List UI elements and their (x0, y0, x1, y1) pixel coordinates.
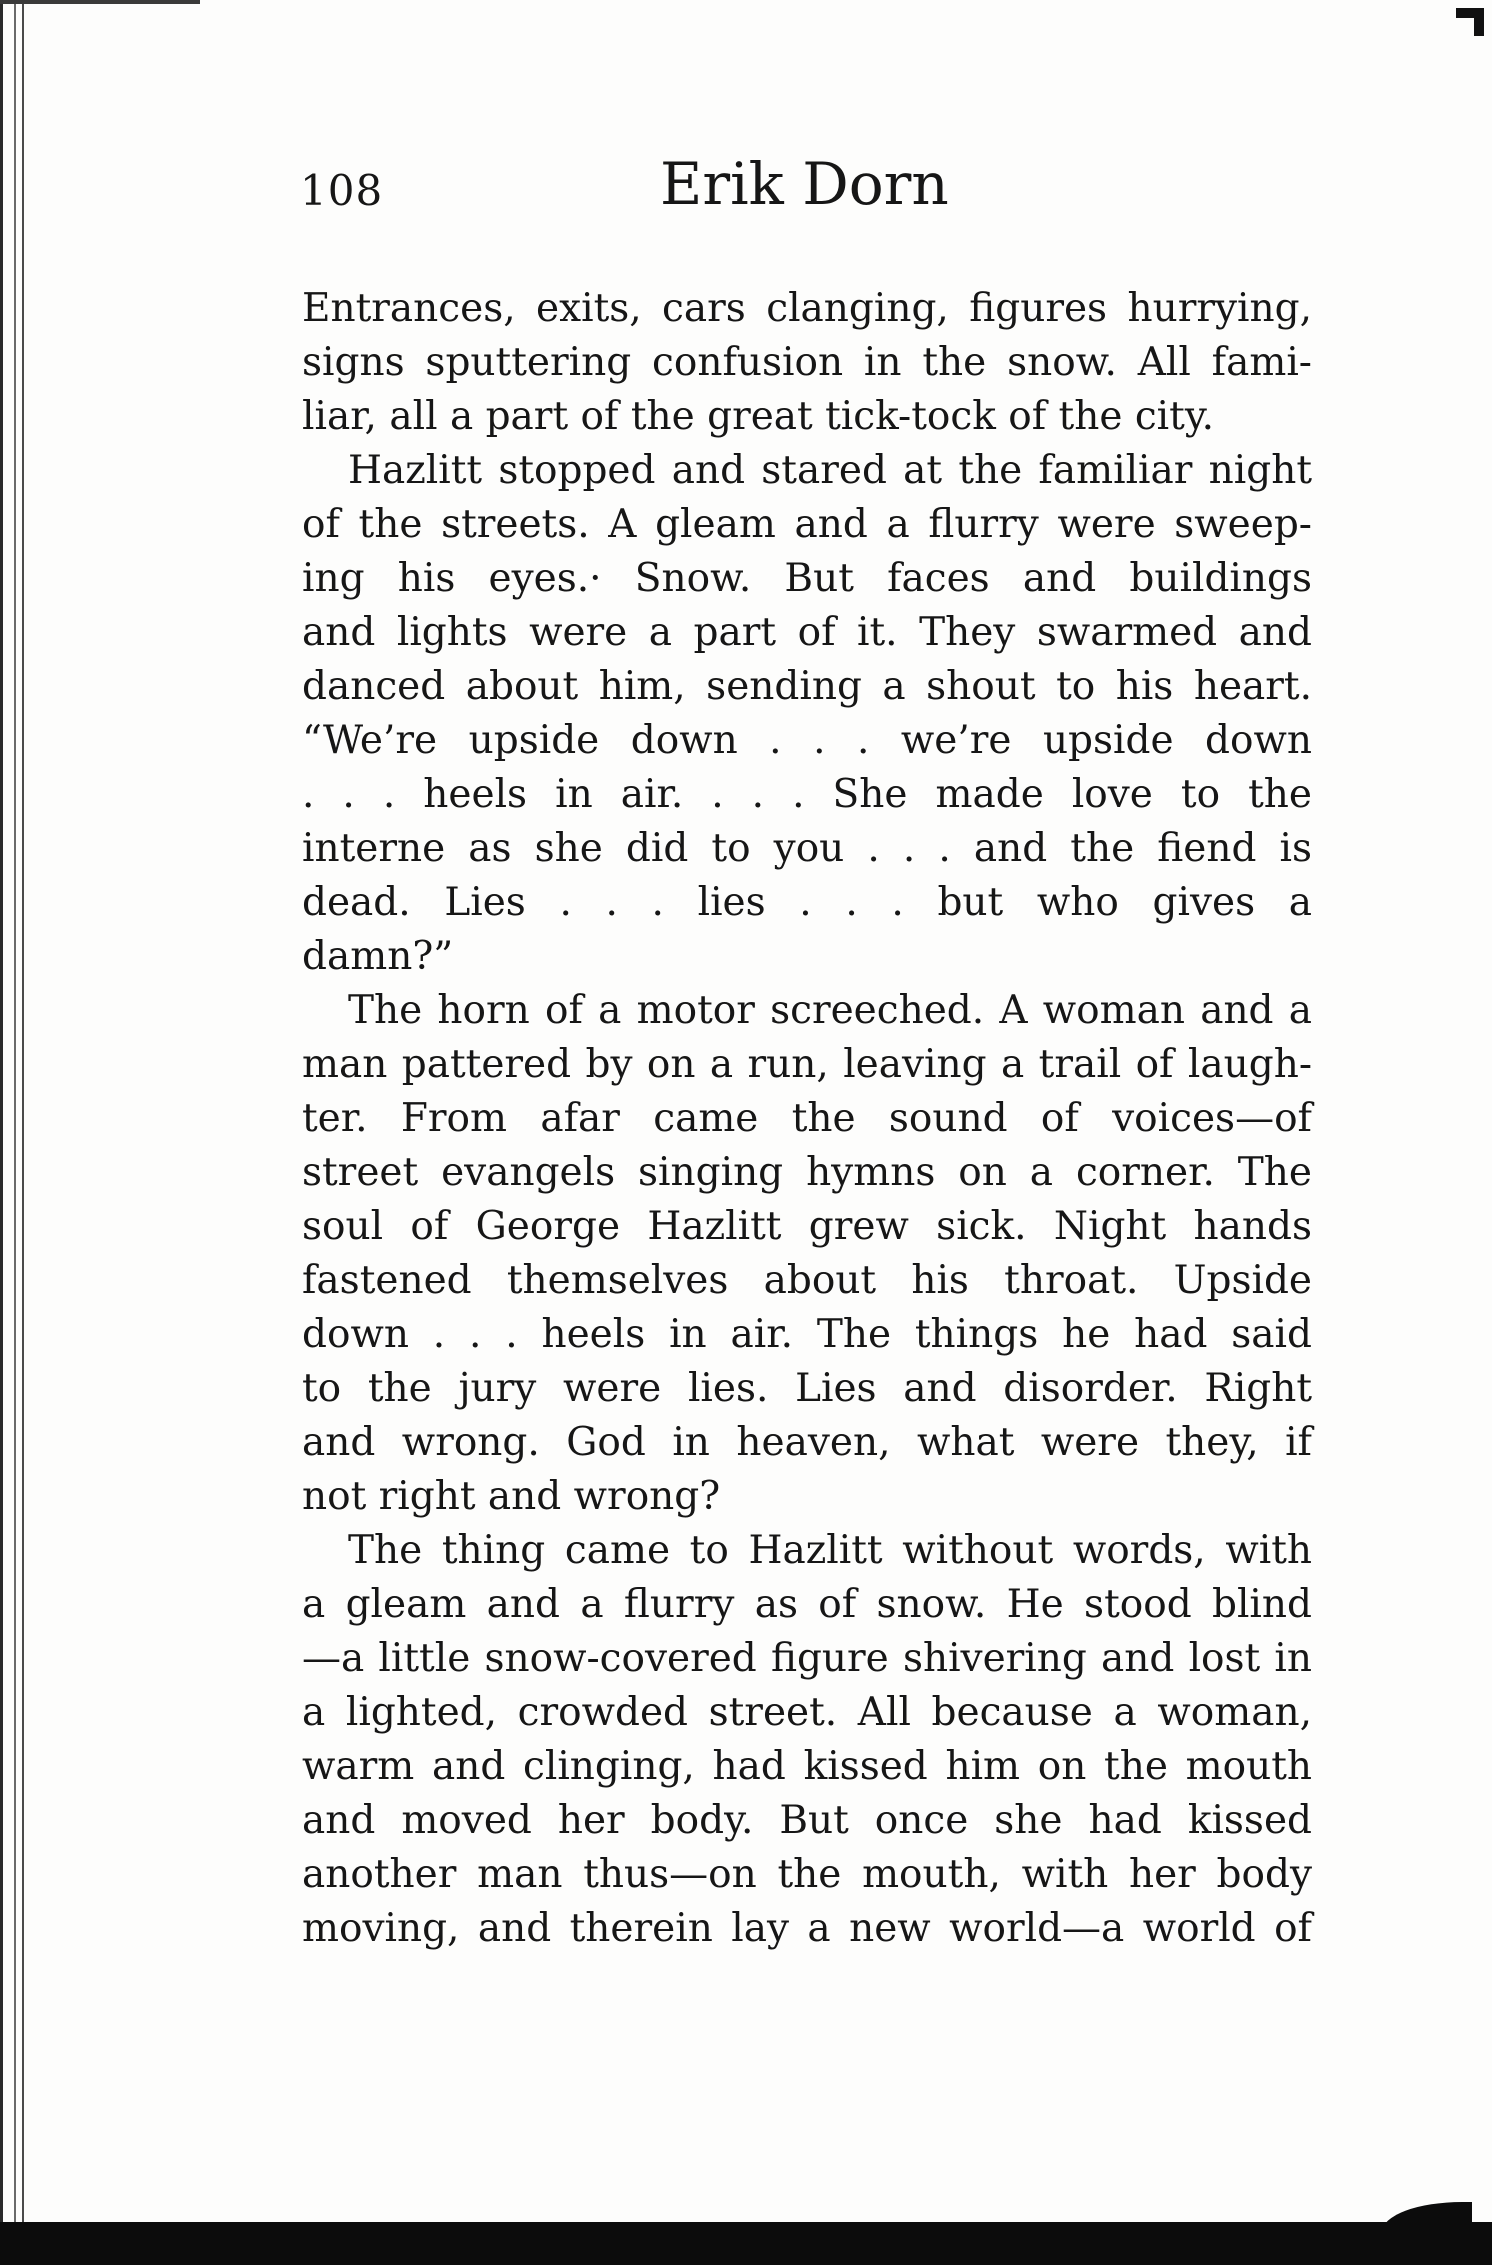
text-line: The horn of a motor screeched. A woman and a (348, 988, 1312, 1033)
text-line: soul of George Hazlitt grew sick. Night hands (302, 1204, 1312, 1249)
text-line: fastened themselves about his throat. Upside (302, 1258, 1312, 1303)
text-line: not right and wrong? (302, 1474, 721, 1519)
text-line: The thing came to Hazlitt without words, with (348, 1528, 1312, 1573)
page-binding-line (22, 0, 24, 2265)
scan-top-rule (0, 0, 200, 4)
text-line: Hazlitt stopped and stared at the familiar night (348, 448, 1312, 493)
text-line: of the streets. A gleam and a flurry were sweep- (302, 502, 1312, 547)
page-binding-edge (0, 0, 16, 2265)
text-line: ing his eyes.· Snow. But faces and buildings (302, 556, 1312, 601)
text-line: signs sputtering confusion in the snow. All fami- (302, 340, 1312, 385)
text-line: warm and clinging, had kissed him on the mouth (302, 1744, 1312, 1789)
text-line: man pattered by on a run, leaving a trail of laugh- (302, 1042, 1312, 1087)
text-line: . . . heels in air. . . . She made love to the (302, 772, 1312, 817)
text-line: a gleam and a flurry as of snow. He stood blind (302, 1582, 1312, 1627)
text-line: street evangels singing hymns on a corner. The (302, 1150, 1312, 1195)
text-line: Entrances, exits, cars clanging, figures hurrying, (302, 286, 1312, 331)
text-line: danced about him, sending a shout to his heart. (302, 664, 1312, 709)
text-line: moving, and therein lay a new world—a world of (302, 1906, 1312, 1951)
text-line: down . . . heels in air. The things he had said (302, 1312, 1312, 1357)
text-line: interne as she did to you . . . and the fiend is (302, 826, 1312, 871)
text-line: another man thus—on the mouth, with her body (302, 1852, 1312, 1897)
text-line: a lighted, crowded street. All because a woman, (302, 1690, 1312, 1735)
running-title: Erik Dorn (660, 150, 949, 218)
scan-bottom-edge (0, 2222, 1492, 2265)
text-line: dead. Lies . . . lies . . . but who gives a (302, 880, 1312, 925)
text-line: “We’re upside down . . . we’re upside down (302, 718, 1312, 763)
text-line: and lights were a part of it. They swarmed and (302, 610, 1312, 655)
text-line: liar, all a part of the great tick-tock of the city. (302, 394, 1215, 439)
page-header (300, 150, 1310, 230)
text-line: and wrong. God in heaven, what were they, if (302, 1420, 1312, 1465)
text-line: to the jury were lies. Lies and disorder. Right (302, 1366, 1312, 1411)
text-line: and moved her body. But once she had kissed (302, 1798, 1312, 1843)
text-line: ter. From afar came the sound of voices—of (302, 1096, 1312, 1141)
scan-corner-mark (1456, 8, 1484, 18)
text-line: —a little snow-covered figure shivering and lost in (302, 1636, 1312, 1681)
text-line: damn?” (302, 934, 454, 979)
body-text (302, 282, 1312, 1956)
page-number: 108 (300, 166, 384, 215)
